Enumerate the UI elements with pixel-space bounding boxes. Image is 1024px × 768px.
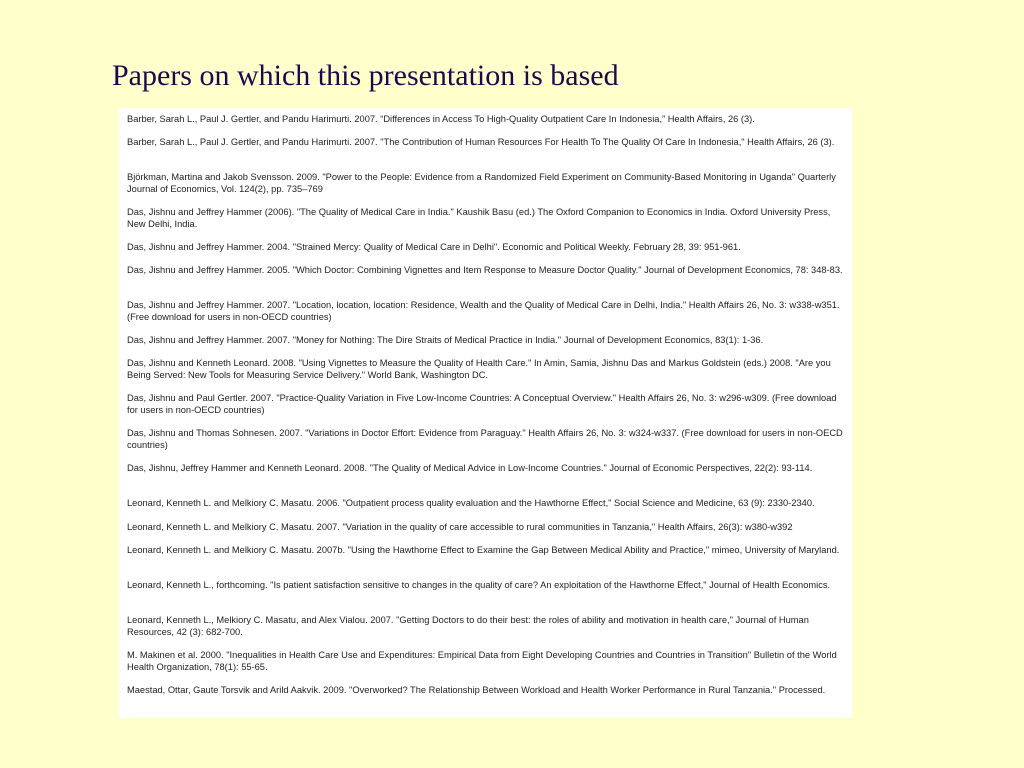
- reference-item: Das, Jishnu and Jeffrey Hammer. 2007. "Location, location, location: Residence, Wealth and the Quality of Medical Care in Delhi, India." Health Affairs 26, No. 3: w338-w351. (Free download for users in non-OECD countries): [127, 300, 840, 322]
- references-list: [119, 108, 852, 718]
- reference-item: Das, Jishnu and Kenneth Leonard. 2008. "Using Vignettes to Measure the Quality of Health Care." In Amin, Samia, Jishnu Das and Markus Goldstein (eds.) 2008. "Are you Being Served: New Tools for Measuring Service Delivery." World Bank, Washington DC.: [127, 358, 831, 380]
- reference-item: Barber, Sarah L., Paul J. Gertler, and Pandu Harimurti. 2007. "The Contribution of Human Resources For Health To The Quality Of Care In Indonesia," Health Affairs, 26 (3).: [127, 137, 835, 147]
- reference-item: Barber, Sarah L., Paul J. Gertler, and Pandu Harimurti. 2007. “Differences in Access To High-Quality Outpatient Care In Indonesia,” Health Affairs, 26 (3).: [127, 114, 755, 124]
- reference-item: Björkman, Martina and Jakob Svensson. 2009. "Power to the People: Evidence from a Randomized Field Experiment on Community-Based Monitoring in Uganda" Quarterly Journal of Economics, Vol. 124(2), pp. 735–769: [127, 172, 836, 194]
- reference-item: Leonard, Kenneth L., forthcoming. "Is patient satisfaction sensitive to changes in the quality of care? An exploitation of the Hawthorne Effect," Journal of Health Economics.: [127, 580, 831, 590]
- reference-item: Das, Jishnu and Jeffrey Hammer. 2007. "Money for Nothing: The Dire Straits of Medical Practice in India." Journal of Development Economics, 83(1): 1-36.: [127, 335, 764, 345]
- reference-item: Maestad, Ottar, Gaute Torsvik and Arild Aakvik. 2009. "Overworked? The Relationship Between Workload and Health Worker Performance in Rural Tanzania." Processed.: [127, 685, 826, 695]
- reference-item: Das, Jishnu and Jeffrey Hammer. 2004. "Strained Mercy: Quality of Medical Care in Delhi". Economic and Political Weekly. February 28, 39: 951-961.: [127, 242, 741, 252]
- reference-item: M. Makinen et al. 2000. "Inequalities in Health Care Use and Expenditures: Empirical Data from Eight Developing Countries and Countries in Transition" Bulletin of the World Health Organization, 78(1): 55-65.: [127, 650, 837, 672]
- reference-item: Leonard, Kenneth L., Melkiory C. Masatu, and Alex Vialou. 2007. "Getting Doctors to do their best: the roles of ability and motivation in health care," Journal of Human Resources, 42 (3): 682-700.: [127, 615, 809, 637]
- reference-item: Leonard, Kenneth L. and Melkiory C. Masatu. 2007b. "Using the Hawthorne Effect to Examine the Gap Between Medical Ability and Practice," mimeo, University of Maryland.: [127, 545, 840, 555]
- reference-item: Leonard, Kenneth L. and Melkiory C. Masatu. 2006. "Outpatient process quality evaluation and the Hawthorne Effect," Social Science and Medicine, 63 (9): 2330-2340.: [127, 498, 815, 508]
- reference-item: Leonard, Kenneth L. and Melkiory C. Masatu. 2007. "Variation in the quality of care accessible to rural communities in Tanzania," Health Affairs, 26(3): w380-w392: [127, 522, 793, 532]
- reference-item: Das, Jishnu and Thomas Sohnesen. 2007. "Variations in Doctor Effort: Evidence from Paraguay." Health Affairs 26, No. 3: w324-w337. (Free download for users in non-OECD countries): [127, 428, 843, 450]
- reference-item: Das, Jishnu, Jeffrey Hammer and Kenneth Leonard. 2008. "The Quality of Medical Advice in Low-Income Countries." Journal of Economic Perspectives, 22(2): 93-114.: [127, 463, 813, 473]
- slide-title: Papers on which this presentation is based: [112, 59, 619, 92]
- reference-item: Das, Jishnu and Jeffrey Hammer (2006). "The Quality of Medical Care in India." Kaushik Basu (ed.) The Oxford Companion to Economics in India. Oxford University Press, New Delhi, India.: [127, 207, 831, 229]
- reference-item: Das, Jishnu and Paul Gertler. 2007. "Practice-Quality Variation in Five Low-Income Countries: A Conceptual Overview." Health Affairs 26, No. 3: w296-w309. (Free download for users in non-OECD countries): [127, 393, 837, 415]
- reference-item: Das, Jishnu and Jeffrey Hammer. 2005. "Which Doctor: Combining Vignettes and Item Response to Measure Doctor Quality." Journal of Development Economics, 78: 348-83.: [127, 265, 843, 275]
